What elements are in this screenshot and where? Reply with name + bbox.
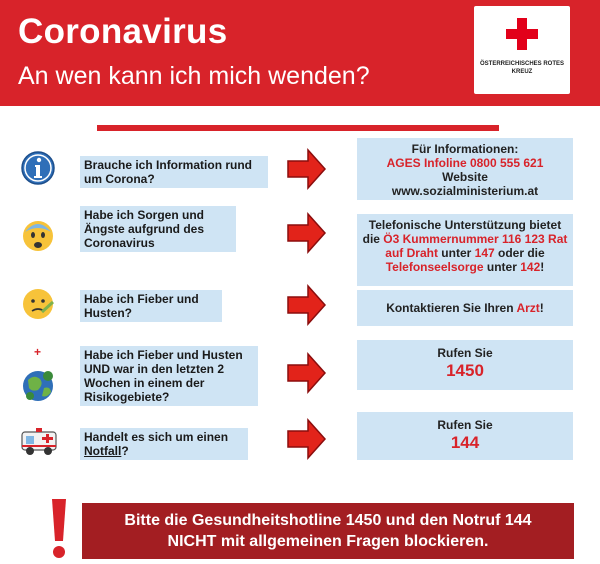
answer-information — [357, 138, 573, 200]
hotline-1450: 1450 — [446, 361, 484, 380]
arzt-text: Arzt — [516, 301, 540, 315]
contact-text: Kontaktieren Sie Ihren — [386, 301, 517, 315]
call-label: Rufen Sie — [437, 346, 493, 360]
red-cross-icon — [506, 18, 538, 50]
red-cross-logo — [474, 6, 570, 94]
number-142: 142 — [520, 260, 541, 274]
right-arrow-icon — [285, 418, 327, 460]
svg-text:+: + — [34, 346, 42, 359]
website-url: www.sozialministerium.at — [391, 184, 539, 198]
answer-fever — [357, 290, 573, 326]
answer-worries — [357, 214, 573, 286]
footer-line-1: Bitte die Gesundheitshotline 1450 und den Notruf 144 — [124, 512, 532, 529]
call-label-2: Rufen Sie — [437, 418, 493, 432]
right-arrow-icon — [285, 212, 327, 254]
right-arrow-icon — [285, 284, 327, 326]
footer-line-2: NICHT mit allgemeinen Fragen blockieren. — [167, 533, 489, 550]
sick-face-thermometer-icon — [20, 286, 56, 322]
text-exclamation-2: ! — [539, 301, 544, 315]
answer-emergency — [357, 412, 573, 460]
divider-line — [97, 125, 499, 131]
rat-auf-draht: Rat auf Draht — [385, 232, 568, 260]
text-unter-2: unter — [483, 260, 521, 274]
page-subtitle: An wen kann ich mich wenden? — [18, 62, 370, 90]
globe-virus-icon — [20, 346, 56, 406]
oe3-kummernummer: Ö3 Kummernummer 116 123 — [383, 232, 545, 246]
support-text: Telefonische Unterstützung bietet die — [362, 218, 562, 246]
answer-risk-area — [357, 340, 573, 390]
question-risk-area: Habe ich Fieber und Husten UND war in den letzten 2 Wochen in einem der Risikogebiete? — [80, 346, 258, 406]
info-icon — [20, 150, 56, 186]
header-banner — [0, 0, 600, 106]
exclamation-icon — [44, 497, 74, 561]
question-fever: Habe ich Fieber und Husten? — [80, 290, 222, 322]
ages-infoline: AGES Infoline 0800 555 621 — [386, 156, 544, 170]
question-emergency — [80, 428, 248, 460]
text-unter: unter — [437, 246, 475, 260]
answer-info-label: Für Informationen: — [411, 142, 519, 156]
emergency-144: 144 — [450, 433, 480, 452]
worried-face-icon — [20, 218, 56, 254]
question-worries: Habe ich Sorgen und Ängste aufgrund des Coronavirus — [80, 206, 236, 252]
logo-text: ÖSTERREICHISCHES ROTES KREUZ — [479, 61, 564, 75]
right-arrow-icon — [285, 352, 327, 394]
text-exclamation: ! — [540, 260, 545, 274]
notfall-text: Notfall — [84, 444, 122, 458]
page-title: Coronavirus — [18, 12, 228, 51]
telefonseelsorge: Telefonseelsorge — [385, 260, 484, 274]
right-arrow-icon — [285, 148, 327, 190]
question-mark: ? — [121, 444, 129, 458]
question-information: Brauche ich Information rund um Corona? — [80, 156, 268, 188]
text-oder-die: oder die — [494, 246, 545, 260]
emergency-question-text: Handelt es sich um einen — [84, 430, 229, 444]
ambulance-icon — [20, 424, 58, 458]
number-147: 147 — [474, 246, 495, 260]
footer-warning — [82, 503, 574, 559]
website-label: Website — [442, 170, 488, 184]
